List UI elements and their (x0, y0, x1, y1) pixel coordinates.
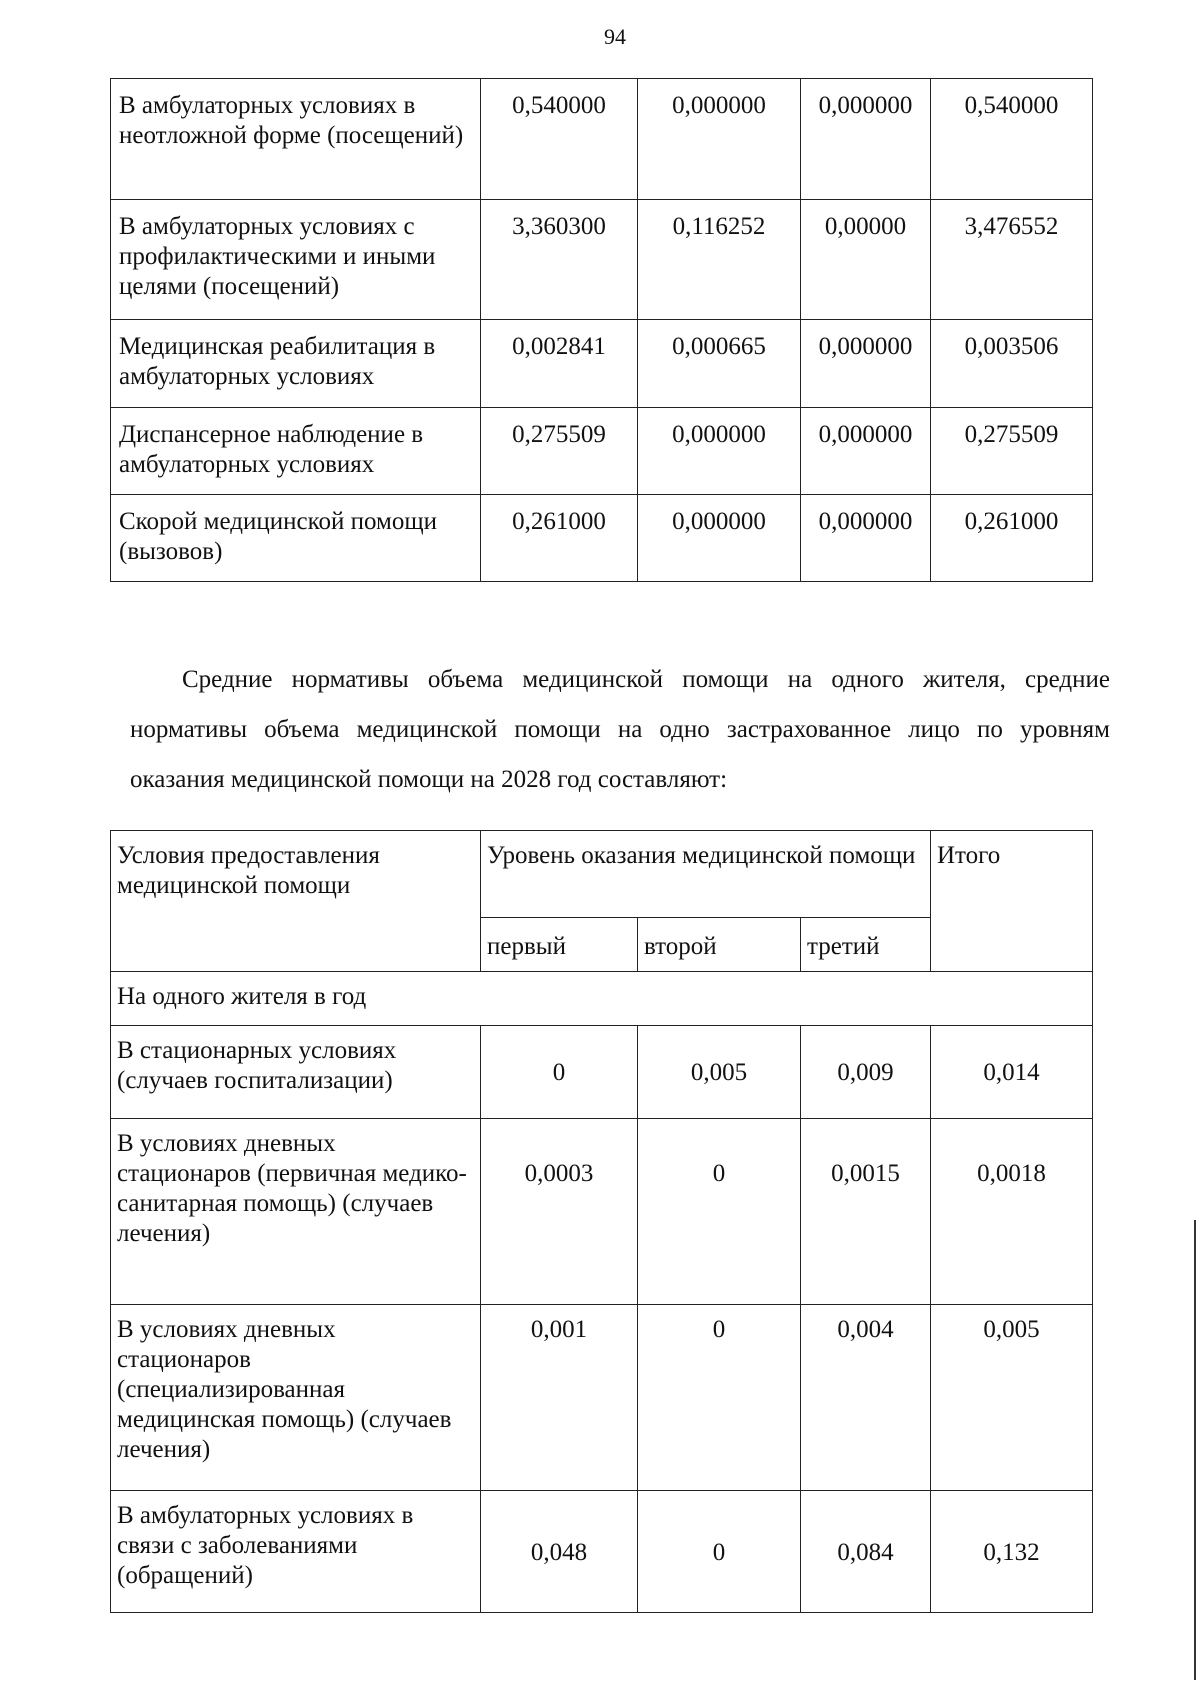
table-row (111, 495, 1093, 582)
value-cell: 0,000000 (638, 408, 801, 495)
row-label: Медицинская реабилитация в амбулаторных условиях (111, 320, 481, 408)
value-cell: 0,000000 (638, 79, 801, 200)
row-label: В стационарных условиях (случаев госпитализации) (111, 1026, 481, 1119)
table-row (111, 79, 1093, 200)
value-cell: 0 (481, 1026, 638, 1119)
volume-table-continued (110, 78, 1093, 582)
total-cell: 0,005 (931, 1305, 1093, 1491)
table-row (111, 200, 1093, 320)
total-cell: 3,476552 (931, 200, 1093, 320)
value-cell: 0,000000 (801, 79, 931, 200)
row-label: В амбулаторных условиях в неотложной форме (посещений) (111, 79, 481, 200)
table-header-row (111, 831, 1093, 918)
row-label: В амбулаторных условиях с профилактическими и иными целями (посещений) (111, 200, 481, 320)
value-cell: 0,048 (481, 1491, 638, 1613)
value-cell: 0,009 (801, 1026, 931, 1119)
total-cell: 0,132 (931, 1491, 1093, 1613)
table-row (111, 1026, 1093, 1119)
value-cell: 0,001 (481, 1305, 638, 1491)
value-cell: 0,084 (801, 1491, 931, 1613)
total-cell: 0,0018 (931, 1119, 1093, 1305)
header-level-second: второй (638, 918, 801, 972)
row-label: В условиях дневных стационаров (первичная медико-санитарная помощь) (случаев лечения) (111, 1119, 481, 1305)
value-cell: 0,00000 (801, 200, 931, 320)
value-cell: 0 (638, 1305, 801, 1491)
section-label: На одного жителя в год (111, 972, 1093, 1026)
table-row (111, 1119, 1093, 1305)
value-cell: 0,004 (801, 1305, 931, 1491)
total-cell: 0,275509 (931, 408, 1093, 495)
table-row (111, 1305, 1093, 1491)
value-cell: 0,0015 (801, 1119, 931, 1305)
table-row (111, 1491, 1093, 1613)
section-row (111, 972, 1093, 1026)
table-row (111, 320, 1093, 408)
total-cell: 0,003506 (931, 320, 1093, 408)
page-number: 94 (604, 24, 626, 49)
value-cell: 0,002841 (481, 320, 638, 408)
value-cell: 0,116252 (638, 200, 801, 320)
total-cell: 0,014 (931, 1026, 1093, 1119)
value-cell: 0,000000 (801, 495, 931, 582)
intro-paragraph: Средние нормативы объема медицинской помощи на одного жителя, средние нормативы объема медицинской помощи на одно застрахованное лицо по уровням оказания медицинской помощи на 2028 год составляют: (130, 666, 1110, 793)
row-label: В условиях дневных стационаров (специализированная медицинская помощь) (случаев лечения) (111, 1305, 481, 1491)
scan-edge-line (1194, 1220, 1196, 1680)
header-level: Уровень оказания медицинской помощи (481, 831, 931, 918)
value-cell: 3,360300 (481, 200, 638, 320)
value-cell: 0,005 (638, 1026, 801, 1119)
row-label: В амбулаторных условиях в связи с заболеваниями (обращений) (111, 1491, 481, 1613)
value-cell: 0,540000 (481, 79, 638, 200)
value-cell: 0,000000 (801, 320, 931, 408)
row-label: Диспансерное наблюдение в амбулаторных условиях (111, 408, 481, 495)
value-cell: 0,261000 (481, 495, 638, 582)
volume-standards-2028-table (110, 830, 1093, 1613)
header-level-third: третий (801, 918, 931, 972)
header-total: Итого (931, 831, 1093, 972)
table-row (111, 408, 1093, 495)
value-cell: 0,000000 (801, 408, 931, 495)
value-cell: 0,0003 (481, 1119, 638, 1305)
total-cell: 0,261000 (931, 495, 1093, 582)
value-cell: 0 (638, 1491, 801, 1613)
value-cell: 0,000665 (638, 320, 801, 408)
header-conditions: Условия предоставления медицинской помощи (111, 831, 481, 972)
total-cell: 0,540000 (931, 79, 1093, 200)
header-level-first: первый (481, 918, 638, 972)
value-cell: 0 (638, 1119, 801, 1305)
value-cell: 0,000000 (638, 495, 801, 582)
value-cell: 0,275509 (481, 408, 638, 495)
row-label: Скорой медицинской помощи (вызовов) (111, 495, 481, 582)
